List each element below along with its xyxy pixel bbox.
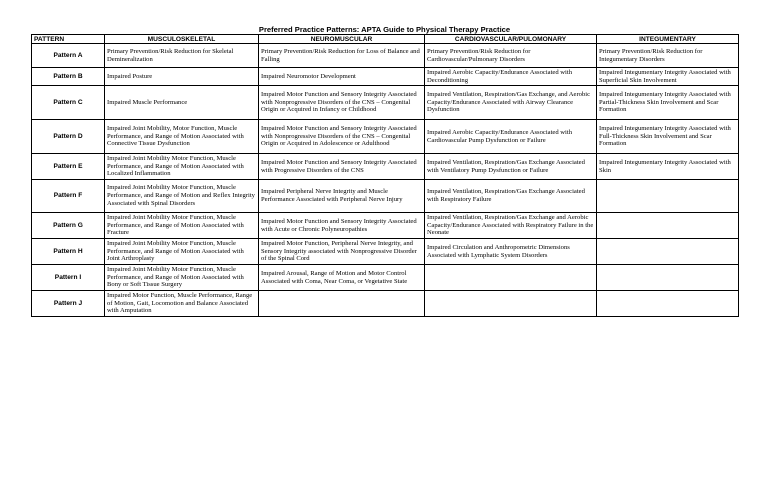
pattern-label: Pattern F [32, 180, 105, 213]
pattern-label: Pattern G [32, 213, 105, 239]
musculoskeletal-cell: Impaired Joint Mobility Motor Function, Muscle Performance, and Range of Motion Associated with Joint Arthroplasty [105, 239, 259, 265]
practice-patterns-table [31, 34, 739, 317]
integumentary-cell: Impaired Integumentary Integrity Associated with Partial-Thickness Skin Involvement and Scar Formation [597, 86, 739, 120]
cardiopulmonary-cell: Impaired Circulation and Anthropometric Dimensions Associated with Lymphatic System Disorders [425, 239, 597, 265]
integumentary-cell [597, 180, 739, 213]
cardiopulmonary-cell [425, 291, 597, 317]
cardiopulmonary-cell: Impaired Ventilation, Respiration/Gas Exchange Associated with Ventilatory Pump Dysfunction or Failure [425, 154, 597, 180]
table-row [32, 180, 739, 213]
neuromuscular-cell: Primary Prevention/Risk Reduction for Loss of Balance and Falling [259, 44, 425, 68]
neuromuscular-cell: Impaired Motor Function and Sensory Integrity Associated with Nonprogressive Disorders of the CNS – Congenital Origin or Acquired in Adolescence or Adulthood [259, 120, 425, 154]
musculoskeletal-cell: Primary Prevention/Risk Reduction for Skeletal Demineralization [105, 44, 259, 68]
page-title: Preferred Practice Patterns: APTA Guide to Physical Therapy Practice [258, 25, 511, 34]
table-row [32, 68, 739, 86]
pattern-label: Pattern E [32, 154, 105, 180]
musculoskeletal-cell: Impaired Joint Mobility Motor Function, Muscle Performance, and Range of Motion Associated with Bony or Soft Tissue Surgery [105, 265, 259, 291]
table-row [32, 44, 739, 68]
neuromuscular-cell: Impaired Motor Function and Sensory Integrity Associated with Progressive Disorders of the CNS [259, 154, 425, 180]
pattern-label: Pattern D [32, 120, 105, 154]
pattern-label: Pattern I [32, 265, 105, 291]
neuromuscular-cell: Impaired Motor Function and Sensory Integrity Associated with Acute or Chronic Polyneuropathies [259, 213, 425, 239]
cardiopulmonary-cell [425, 265, 597, 291]
cardiopulmonary-cell: Impaired Aerobic Capacity/Endurance Associated with Deconditioning [425, 68, 597, 86]
musculoskeletal-cell: Impaired Motor Function, Muscle Performance, Range of Motion, Gait, Locomotion and Balance Associated with Amputation [105, 291, 259, 317]
pattern-label: Pattern H [32, 239, 105, 265]
header-neuromuscular: NEUROMUSCULAR [259, 35, 425, 44]
musculoskeletal-cell: Impaired Joint Mobility Motor Function, Muscle Performance, and Range of Motion Associated with Localized Inflammation [105, 154, 259, 180]
table-row [32, 265, 739, 291]
integumentary-cell [597, 239, 739, 265]
integumentary-cell: Impaired Integumentary Integrity Associated with Full-Thickness Skin Involvement and Scar Formation [597, 120, 739, 154]
integumentary-cell [597, 265, 739, 291]
musculoskeletal-cell: Impaired Muscle Performance [105, 86, 259, 120]
document [31, 25, 738, 317]
musculoskeletal-cell: Impaired Posture [105, 68, 259, 86]
neuromuscular-cell [259, 291, 425, 317]
table-row [32, 86, 739, 120]
musculoskeletal-cell: Impaired Joint Mobility Motor Function, Muscle Performance, and Range of Motion Associated with Fracture [105, 213, 259, 239]
cardiopulmonary-cell: Impaired Ventilation, Respiration/Gas Exchange, and Aerobic Capacity/Endurance Associated with Airway Clearance Dysfunction [425, 86, 597, 120]
cardiopulmonary-cell: Primary Prevention/Risk Reduction for Cardiovascular/Pulmonary Disorders [425, 44, 597, 68]
integumentary-cell [597, 291, 739, 317]
pattern-label: Pattern A [32, 44, 105, 68]
pattern-label: Pattern C [32, 86, 105, 120]
integumentary-cell: Impaired Integumentary Integrity Associated with Skin [597, 154, 739, 180]
pattern-label: Pattern B [32, 68, 105, 86]
integumentary-cell: Impaired Integumentary Integrity Associated with Superficial Skin Involvement [597, 68, 739, 86]
header-integumentary: INTEGUMENTARY [597, 35, 739, 44]
integumentary-cell [597, 213, 739, 239]
cardiopulmonary-cell: Impaired Ventilation, Respiration/Gas Exchange Associated with Respiratory Failure [425, 180, 597, 213]
cardiopulmonary-cell: Impaired Ventilation, Respiration/Gas Exchange and Aerobic Capacity/Endurance Associated with Respiratory Failure in the Neonate [425, 213, 597, 239]
neuromuscular-cell: Impaired Arousal, Range of Motion and Motor Control Associated with Coma, Near Coma, or Vegetative State [259, 265, 425, 291]
musculoskeletal-cell: Impaired Joint Mobility, Motor Function, Muscle Performance, and Range of Motion Associated with Connective Tissue Dysfunction [105, 120, 259, 154]
header-pattern: PATTERN [32, 35, 105, 44]
header-row [32, 35, 739, 44]
integumentary-cell: Primary Prevention/Risk Reduction for Integumentary Disorders [597, 44, 739, 68]
header-musculoskeletal: MUSCULOSKELETAL [105, 35, 259, 44]
neuromuscular-cell: Impaired Motor Function and Sensory Integrity Associated with Nonprogressive Disorders of the CNS – Congenital Origin or Acquired in Infancy or Childhood [259, 86, 425, 120]
table-row [32, 291, 739, 317]
table-row [32, 154, 739, 180]
musculoskeletal-cell: Impaired Joint Mobility Motor Function, Muscle Performance, and Range of Motion and Reflex Integrity Associated with Spinal Disorders [105, 180, 259, 213]
neuromuscular-cell: Impaired Peripheral Nerve Integrity and Muscle Performance Associated with Peripheral Nerve Injury [259, 180, 425, 213]
neuromuscular-cell: Impaired Motor Function, Peripheral Nerve Integrity, and Sensory Integrity associated with Nonprogressive Disorder of the Spinal Cord [259, 239, 425, 265]
neuromuscular-cell: Impaired Neuromotor Development [259, 68, 425, 86]
table-row [32, 120, 739, 154]
pattern-label: Pattern J [32, 291, 105, 317]
table-row [32, 213, 739, 239]
table-row [32, 239, 739, 265]
header-cardiovascular-pulmonary: CARDIOVASCULAR/PULOMONARY [425, 35, 597, 44]
cardiopulmonary-cell: Impaired Aerobic Capacity/Endurance Associated with Cardiovascular Pump Dysfunction or Failure [425, 120, 597, 154]
